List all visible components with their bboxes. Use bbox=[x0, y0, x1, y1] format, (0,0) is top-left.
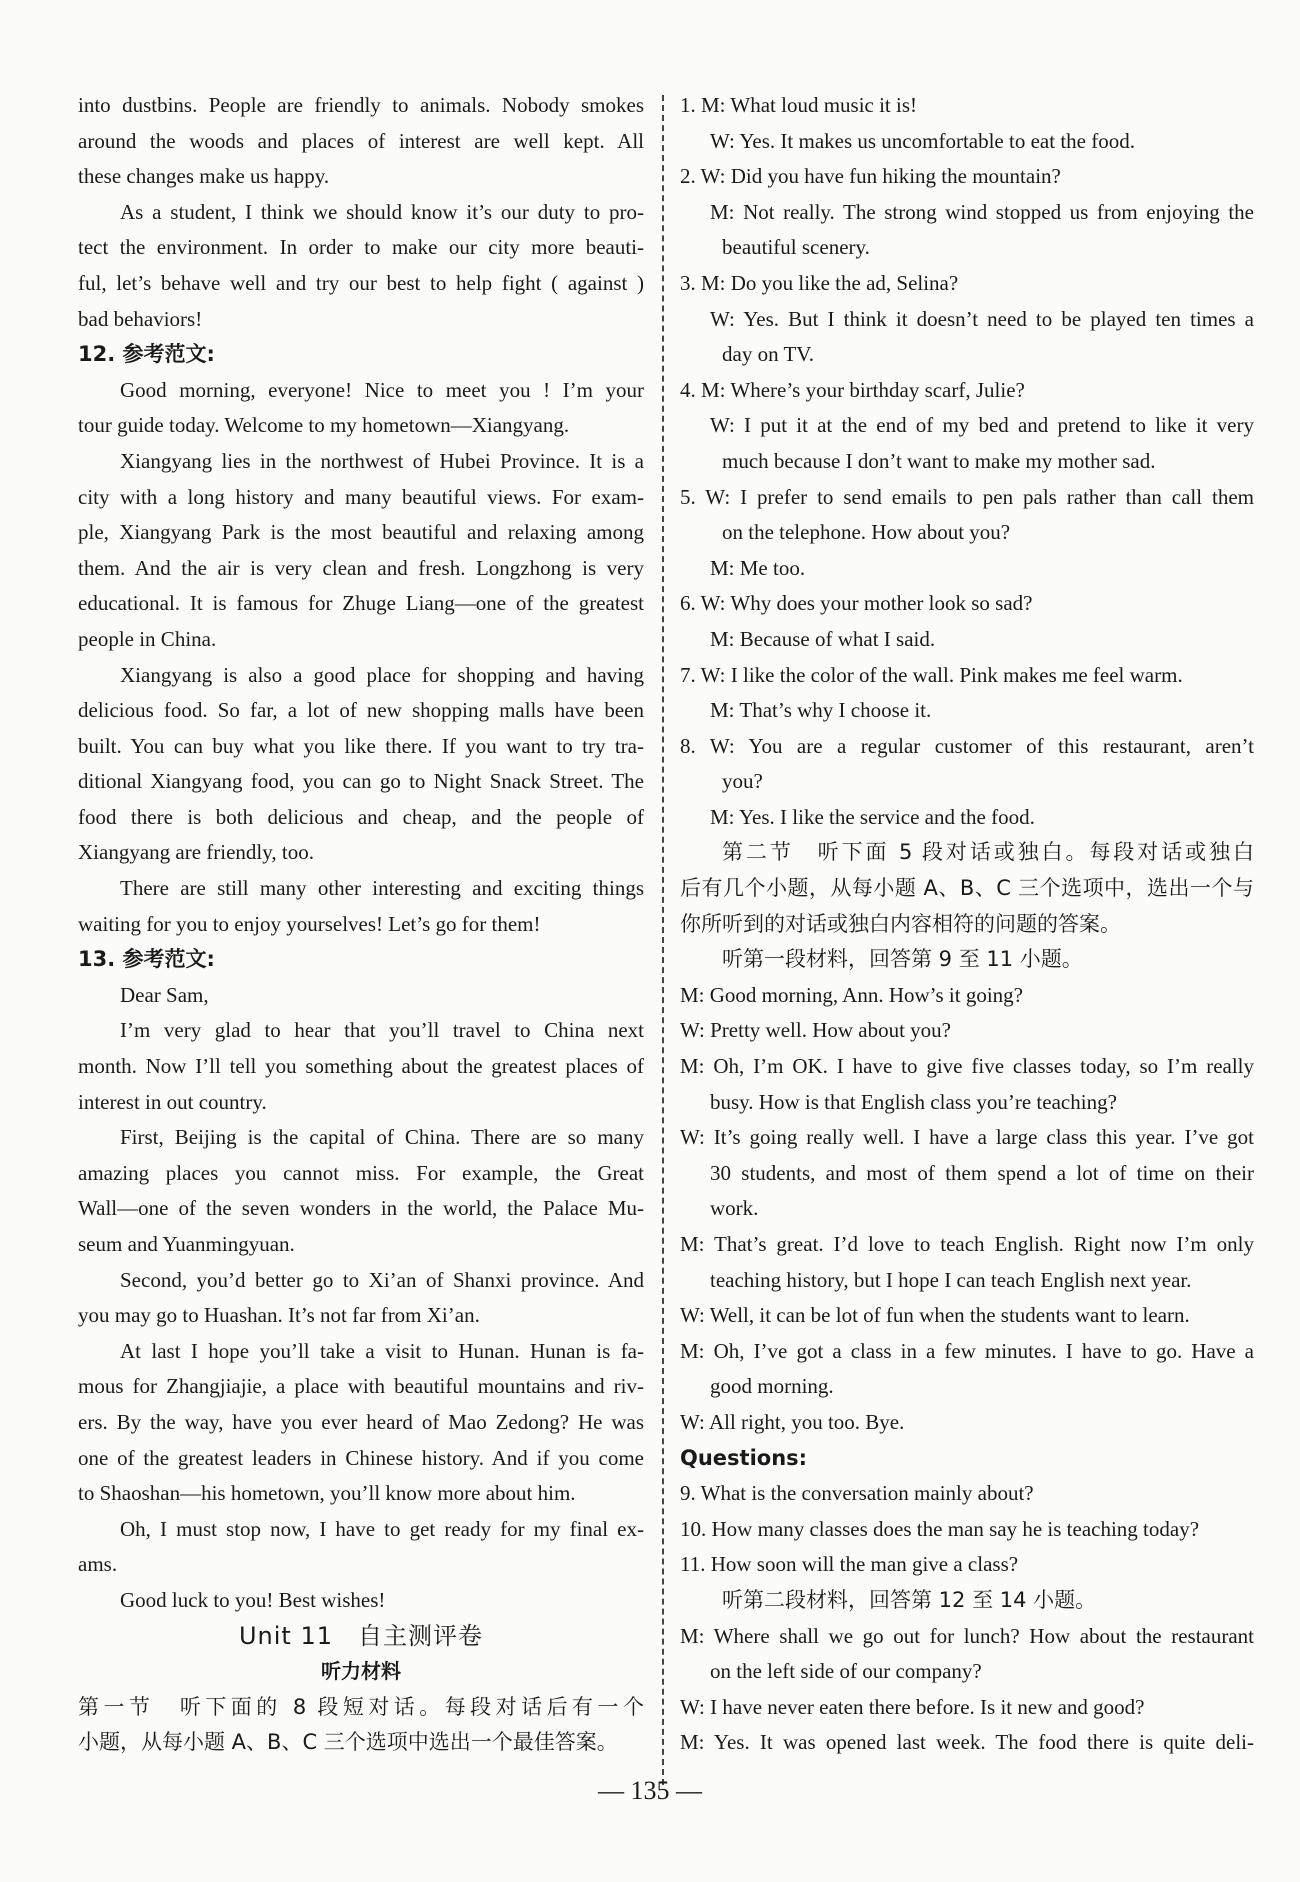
text-line: 10. How many classes does the man say he is teaching today? bbox=[680, 1516, 1200, 1541]
text-line: I’m very glad to hear that you’ll travel to China next bbox=[120, 1018, 644, 1043]
text-line: ams. bbox=[78, 1552, 118, 1577]
text-line: M: Where shall we go out for lunch? How about the restaurant bbox=[680, 1623, 1254, 1648]
text-line: 9. What is the conversation mainly about? bbox=[680, 1481, 1034, 1506]
text-line: 听第二段材料，回答第 12 至 14 小题。 bbox=[722, 1587, 1097, 1612]
text-line: Oh, I must stop now, I have to get ready for my final ex- bbox=[120, 1516, 644, 1541]
text-line: There are still many other interesting and exciting things bbox=[120, 876, 644, 901]
page-number: — 135 — bbox=[598, 1776, 702, 1805]
text-line: ers. By the way, have you ever heard of Mao Zedong? He was bbox=[78, 1409, 644, 1434]
text-line: ple, Xiangyang Park is the most beautiful and relaxing among bbox=[78, 520, 644, 545]
text-line: W: I have never eaten there before. Is it new and good? bbox=[680, 1694, 1145, 1719]
text-line: At last I hope you’ll take a visit to Hunan. Hunan is fa- bbox=[120, 1338, 644, 1363]
text-line: around the woods and places of interest are well kept. All bbox=[78, 128, 644, 153]
text-line: Dear Sam, bbox=[120, 982, 209, 1007]
text-line: much because I don’t want to make my mother sad. bbox=[722, 448, 1156, 473]
text-line: M: Yes. I like the service and the food. bbox=[710, 804, 1035, 829]
text-line: Good morning, everyone! Nice to meet you ! I’m your bbox=[120, 377, 644, 402]
text-line: M: That’s great. I’d love to teach English. Right now I’m only bbox=[680, 1232, 1254, 1256]
text-line: 30 students, and most of them spend a lot of time on their bbox=[710, 1160, 1254, 1185]
text-line: you may go to Huashan. It’s not far from Xi’an. bbox=[78, 1303, 480, 1328]
text-line: teaching history, but I hope I can teach English next year. bbox=[710, 1267, 1192, 1292]
text-line: 小题，从每小题 A、B、C 三个选项中选出一个最佳答案。 bbox=[78, 1730, 618, 1755]
text-line: 后有几个小题，从每小题 A、B、C 三个选项中，选出一个与 bbox=[680, 876, 1254, 901]
text-line: 第一节 听下面的 8 段短对话。每段对话后有一个 bbox=[78, 1694, 644, 1719]
text-line: First, Beijing is the capital of China. There are so many bbox=[120, 1125, 644, 1150]
text-line: M: Good morning, Ann. How’s it going? bbox=[680, 982, 1024, 1007]
text-line: 1. M: What loud music it is! bbox=[680, 93, 918, 117]
text-line: W: Yes. It makes us uncomfortable to eat the food. bbox=[710, 128, 1135, 153]
text-line: work. bbox=[710, 1196, 759, 1221]
left-column bbox=[78, 88, 644, 1761]
text-line: W: Yes. But I think it doesn’t need to be played ten times a bbox=[710, 306, 1254, 331]
text-line: Second, you’d better go to Xi’an of Shanxi province. And bbox=[120, 1267, 644, 1292]
text-line: one of the greatest leaders in Chinese history. And if you come bbox=[78, 1445, 644, 1470]
text-line: 4. M: Where’s your birthday scarf, Julie? bbox=[680, 377, 1025, 402]
text-line: 7. W: I like the color of the wall. Pink makes me feel warm. bbox=[680, 662, 1183, 687]
text-line: Good luck to you! Best wishes! bbox=[120, 1587, 386, 1612]
text-line: Xiangyang lies in the northwest of Hubei Province. It is a bbox=[120, 448, 644, 473]
text-line: M: Because of what I said. bbox=[710, 626, 936, 651]
text-line: 第二节 听下面 5 段对话或独白。每段对话或独白 bbox=[722, 840, 1254, 865]
text-line: 8. W: You are a regular customer of this restaurant, aren’t bbox=[680, 733, 1254, 758]
text-line: Xiangyang are friendly, too. bbox=[78, 840, 314, 865]
text-line: M: Oh, I’m OK. I have to give five classes today, so I’m really bbox=[680, 1054, 1254, 1079]
text-line: M: Me too. bbox=[710, 555, 806, 580]
text-line: tect the environment. In order to make our city more beauti- bbox=[78, 235, 644, 260]
text-line: month. Now I’ll tell you something about the greatest places of bbox=[78, 1054, 644, 1079]
text-line: seum and Yuanmingyuan. bbox=[78, 1232, 295, 1256]
text-line: W: Pretty well. How about you? bbox=[680, 1018, 952, 1043]
text-line: Wall—one of the seven wonders in the world, the Palace Mu- bbox=[78, 1196, 644, 1221]
text-line: Unit 11 自主测评卷 bbox=[238, 1621, 484, 1650]
text-line: you? bbox=[722, 769, 763, 794]
text-line: 2. W: Did you have fun hiking the mountain? bbox=[680, 164, 1061, 189]
text-line: 听第一段材料，回答第 9 至 11 小题。 bbox=[722, 947, 1083, 972]
text-line: these changes make us happy. bbox=[78, 164, 330, 189]
text-line: W: All right, you too. Bye. bbox=[680, 1409, 905, 1434]
text-line: interest in out country. bbox=[78, 1089, 267, 1114]
text-line: M: Not really. The strong wind stopped us from enjoying the bbox=[710, 199, 1254, 224]
text-line: built. You can buy what you like there. If you want to try tra- bbox=[78, 733, 644, 758]
text-line: M: Yes. It was opened last week. The food there is quite deli- bbox=[680, 1730, 1254, 1755]
text-line: amazing places you cannot miss. For example, the Great bbox=[78, 1160, 644, 1185]
text-line: W: It’s going really well. I have a large class this year. I’ve got bbox=[680, 1125, 1254, 1150]
text-line: mous for Zhangjiajie, a place with beautiful mountains and riv- bbox=[78, 1374, 644, 1399]
text-line: Questions: bbox=[680, 1445, 808, 1470]
text-line: tour guide today. Welcome to my hometown—Xiangyang. bbox=[78, 413, 570, 438]
text-line: food there is both delicious and cheap, and the people of bbox=[78, 804, 644, 829]
text-line: 听力材料 bbox=[321, 1659, 401, 1684]
text-line: 5. W: I prefer to send emails to pen pals rather than call them bbox=[680, 484, 1254, 509]
text-line: into dustbins. People are friendly to animals. Nobody smokes bbox=[78, 93, 644, 117]
text-line: good morning. bbox=[710, 1374, 834, 1399]
text-line: busy. How is that English class you’re teaching? bbox=[710, 1089, 1117, 1114]
text-line: educational. It is famous for Zhuge Liang—one of the greatest bbox=[78, 591, 644, 616]
text-line: waiting for you to enjoy yourselves! Let’s go for them! bbox=[78, 911, 541, 936]
text-line: on the left side of our company? bbox=[710, 1659, 982, 1684]
text-line: Xiangyang is also a good place for shopping and having bbox=[120, 662, 644, 687]
text-line: beautiful scenery. bbox=[722, 235, 870, 260]
text-line: them. And the air is very clean and fresh. Longzhong is very bbox=[78, 555, 644, 580]
text-line: 12. 参考范文: bbox=[78, 342, 215, 367]
text-line: As a student, I think we should know it’s our duty to pro- bbox=[120, 199, 644, 224]
text-line: 13. 参考范文: bbox=[78, 947, 215, 972]
text-line: to Shaoshan—his hometown, you’ll know more about him. bbox=[78, 1481, 576, 1506]
text-line: bad behaviors! bbox=[78, 306, 203, 331]
text-line: 6. W: Why does your mother look so sad? bbox=[680, 591, 1033, 616]
text-line: day on TV. bbox=[722, 342, 814, 367]
text-line: 你所听到的对话或独白内容相符的问题的答案。 bbox=[680, 911, 1121, 936]
text-line: on the telephone. How about you? bbox=[722, 520, 1011, 545]
text-line: 11. How soon will the man give a class? bbox=[680, 1552, 1019, 1577]
text-line: delicious food. So far, a lot of new shopping malls have been bbox=[78, 698, 644, 723]
text-line: city with a long history and many beautiful views. For exam- bbox=[78, 484, 644, 509]
text-line: ful, let’s behave well and try our best to help fight ( against ) bbox=[78, 270, 644, 295]
column-divider bbox=[662, 95, 664, 1785]
text-line: W: Well, it can be lot of fun when the students want to learn. bbox=[680, 1303, 1190, 1328]
text-line: W: I put it at the end of my bed and pretend to like it very bbox=[710, 413, 1254, 438]
text-line: M: That’s why I choose it. bbox=[710, 698, 932, 723]
text-line: 3. M: Do you like the ad, Selina? bbox=[680, 270, 959, 295]
right-column bbox=[680, 88, 1254, 1761]
text-line: M: Oh, I’ve got a class in a few minutes. I have to go. Have a bbox=[680, 1338, 1254, 1363]
text-line: people in China. bbox=[78, 626, 217, 651]
text-line: ditional Xiangyang food, you can go to Night Snack Street. The bbox=[78, 769, 644, 794]
